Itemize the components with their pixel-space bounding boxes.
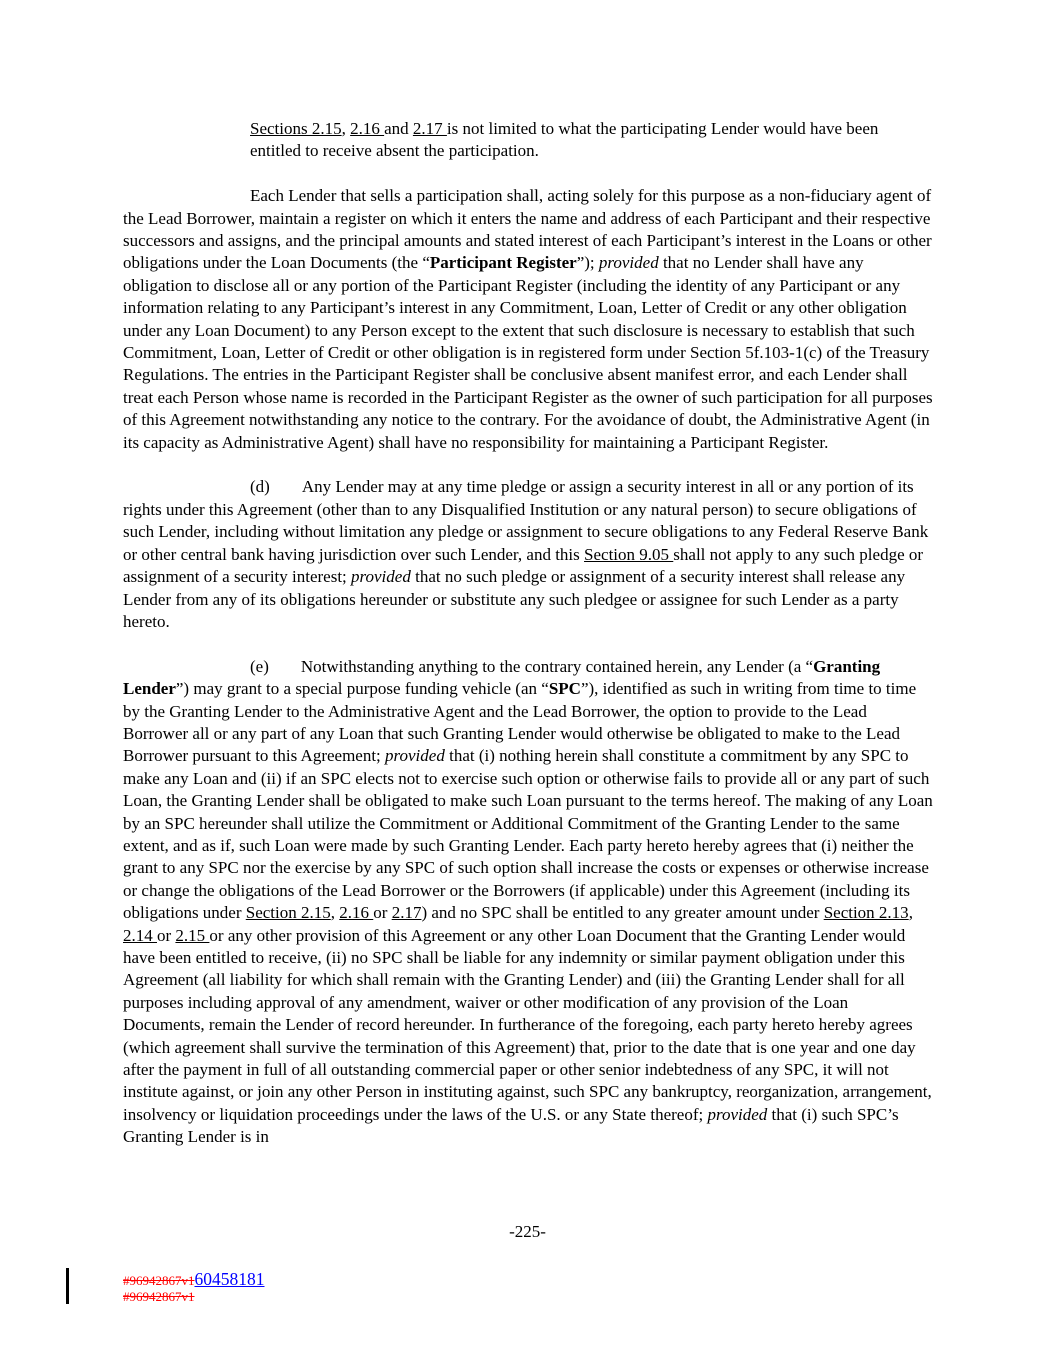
page-number: -225-: [509, 1222, 546, 1241]
footer-doc-ids: [123, 1269, 265, 1304]
paragraph-participant-register: Each Lender that sells a participation shall, acting solely for this purpose as a non-fiduciary agent of the Lead Borrower, maintain a register on which it enters the name and address of each Participant and their respective successors and assigns, and the principal amounts and stated interest of each Participant’s interest in the Loans or other obligations under the Loan Documents (the “Participant Register”); provided that no Lender shall have any obligation to disclose all or any portion of the Participant Register (including the identity of any Participant or any information relating to any Participant’s interest in any Commitment, Loan, Letter of Credit or any other obligation under any Loan Document) to any Person except to the extent that such disclosure is necessary to establish that such Commitment, Loan, Letter of Credit or other obligation is in registered form under Section 5f.103-1(c) of the Treasury Regulations. The entries in the Participant Register shall be conclusive absent manifest error, and each Lender shall treat each Person whose name is recorded in the Participant Register as the owner of such participation for all purposes of this Agreement notwithstanding any notice to the contrary. For the avoidance of doubt, the Administrative Agent (in its capacity as Administrative Agent) shall have no responsibility for maintaining a Participant Register.: [123, 186, 933, 452]
paragraph-d-pledge-assignment: (d) Any Lender may at any time pledge or assign a security interest in all or any portion of its rights under this Agreement (other than to any Disqualified Institution or any natural person) to secure obligations of such Lender, including without limitation any pledge or assignment to secure obligations to any Federal Reserve Bank or other central bank having jurisdiction over such Lender, and this Section 9.05 shall not apply to any such pledge or assignment of a security interest; provided that no such pledge or assignment of a security interest shall release any Lender from any of its obligations hereunder or substitute any such pledgee or assignee for such Lender as a party hereto.: [123, 477, 929, 631]
revision-deleted-doc-id-2: #96942867v1: [123, 1289, 195, 1304]
revision-deleted-doc-id: #96942867v1: [123, 1273, 195, 1288]
revision-inserted-doc-id: 60458181: [194, 1269, 265, 1289]
paragraph-e-granting-lender-spc: (e) Notwithstanding anything to the contrary contained herein, any Lender (a “Granting Lender”) may grant to a special purpose funding vehicle (an “SPC”), identified as such in writing from time to time by the Granting Lender to the Administrative Agent and the Lead Borrower, the option to provide to the Lead Borrower all or any part of any Loan that such Granting Lender would otherwise be obligated to make to the Lead Borrower pursuant to this Agreement; provided that (i) nothing herein shall constitute a commitment by any SPC to make any Loan and (ii) if an SPC elects not to exercise such option or otherwise fails to provide all or any part of such Loan, the Granting Lender shall be obligated to make such Loan pursuant to the terms hereof. The making of any Loan by an SPC hereunder shall utilize the Commitment or Additional Commitment of the Granting Lender to the same extent, and as if, such Loan were made by such Granting Lender. Each party hereto hereby agrees that (i) neither the grant to any SPC nor the exercise by any SPC of such option shall increase the costs or expenses or otherwise increase or change the obligations of the Lead Borrower or the Borrowers (if applicable) under this Agreement (including its obligations under Section 2.15, 2.16 or 2.17) and no SPC shall be entitled to any greater amount under Section 2.13, 2.14 or 2.15 or any other provision of this Agreement or any other Loan Document that the Granting Lender would have been entitled to receive, (ii) no SPC shall be liable for any indemnity or similar payment obligation under this Agreement (all liability for which shall remain with the Granting Lender) and (iii) the Granting Lender shall for all purposes including approval of any amendment, waiver or other modification of any provision of the Loan Documents, remain the Lender of record hereunder. In furtherance of the foregoing, each party hereto hereby agrees (which agreement shall survive the termination of this Agreement) that, prior to the date that is one year and one day after the payment in full of all outstanding commercial paper or other senior indebtedness of any SPC, it will not institute against, or join any other Person in instituting against, such SPC any bankruptcy, reorganization, arrangement, insolvency or liquidation proceedings under the laws of the U.S. or any State thereof; provided that (i) such SPC’s Granting Lender is in: [123, 656, 933, 1147]
document-body: [123, 118, 933, 1149]
paragraph-participation-limit: Sections 2.15, 2.16 and 2.17 is not limited to what the participating Lender would have been entitled to receive absent the participation.: [250, 119, 879, 161]
footer-id-line-1: [123, 1269, 265, 1289]
footer-id-line-2: [123, 1288, 265, 1304]
change-bar: [66, 1268, 69, 1304]
